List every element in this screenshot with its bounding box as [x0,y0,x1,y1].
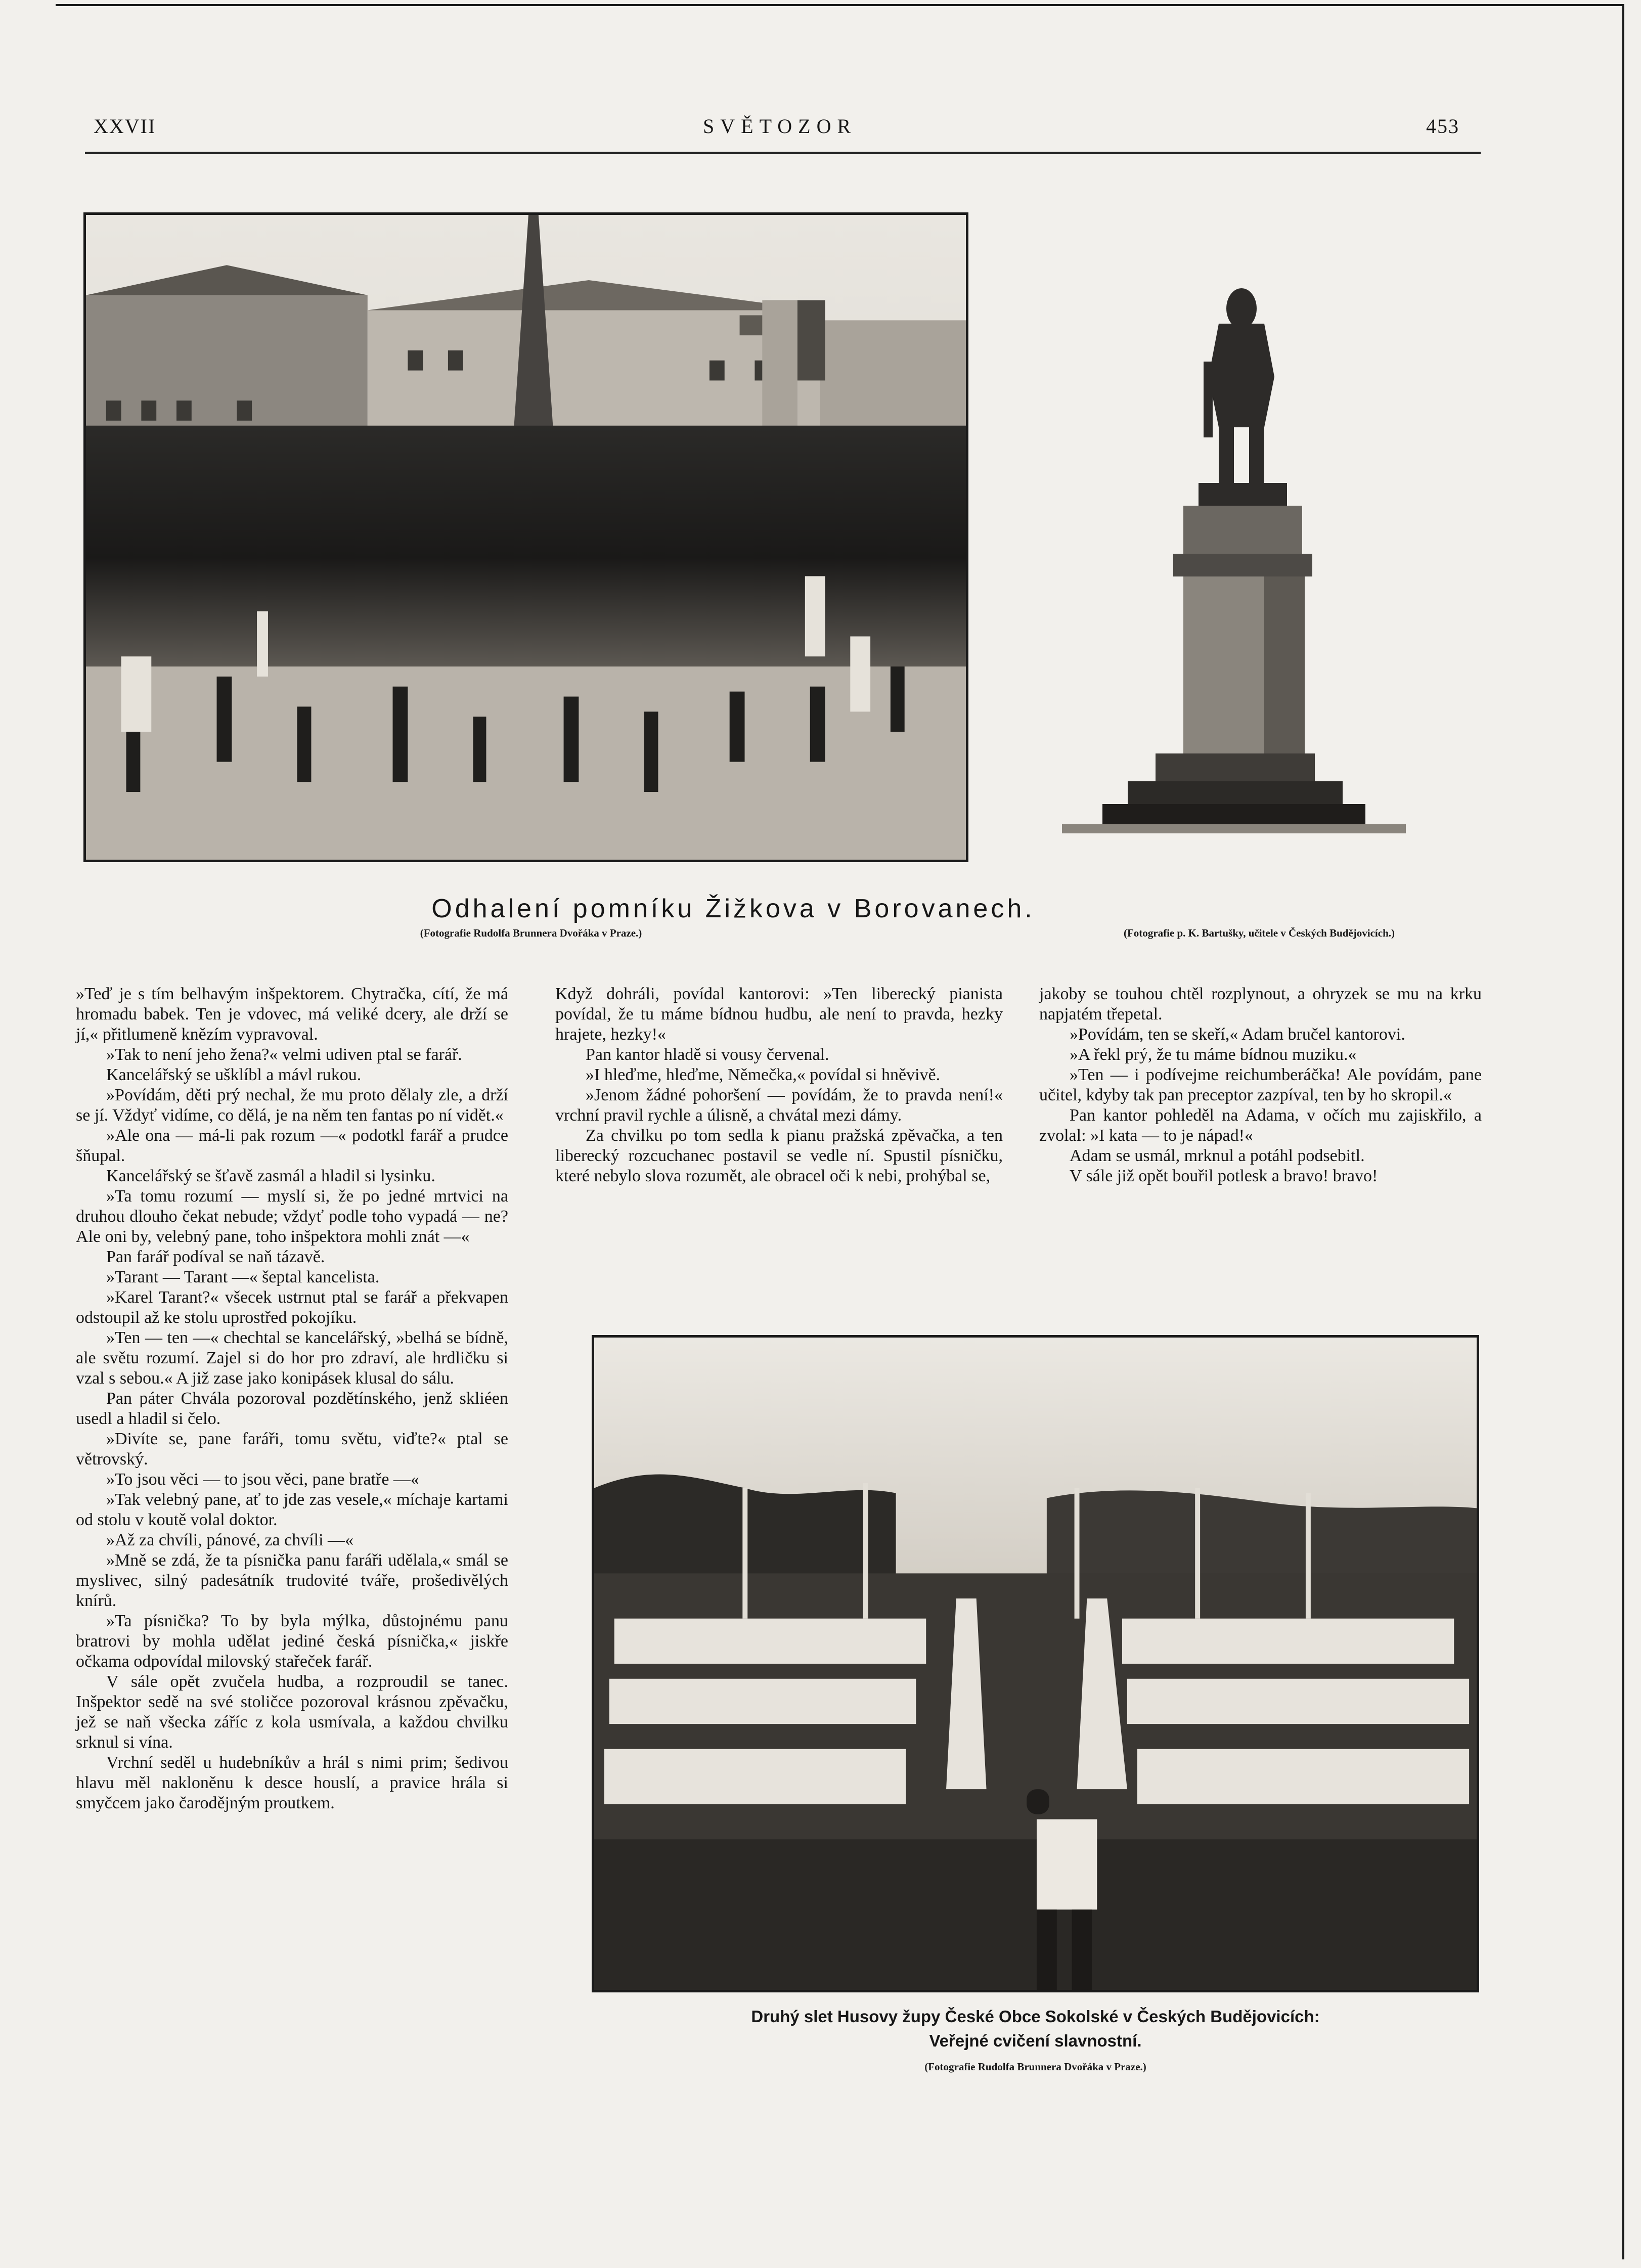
paragraph: »Tak to není jeho žena?« velmi udiven ptal se farář. [106,1045,462,1064]
zizka-monument-photo [1047,276,1406,837]
article-column-2 [555,984,1003,1186]
paragraph: Pan kantor hladě si vousy červenal. [586,1045,829,1064]
paragraph: »I hleďme, hleďme, Němečka,« povídal si hněvivě. [586,1065,941,1084]
sokol-exercise-photo [592,1335,1479,1992]
paragraph: »Ten — ten —« chechtal se kancelářský, »belhá se bídně, ale světu rozumí. Zajel si do hor pro zdraví, ale hrdličku si vzal s sebou.« A již zase jako konipásek klusal do sálu. [76,1328,508,1388]
paragraph: Kancelářský se šťavě zasmál a hladil si lysinku. [106,1167,435,1185]
header-rule [85,152,1481,154]
top-figure-credit-right: (Fotografie p. K. Bartušky, učitele v Českých Budějovicích.) [1123,927,1395,939]
top-figure-credit-left: (Fotografie Rudolfa Brunnera Dvořáka v Praze.) [420,927,642,939]
paragraph: »Tarant — Tarant —« šeptal kancelista. [106,1268,380,1286]
paragraph: »Až za chvíli, pánové, za chvíli —« [106,1531,354,1549]
paragraph: »A řekl prý, že tu máme bídnou muziku.« [1070,1045,1357,1064]
paragraph: »Ta tomu rozumí — myslí si, že po jedné mrtvici na druhou dlouho čekat nebude; vždyť podle toho vypadá — ne? Ale oni by, velebný pane, toho inšpektora mohli znát —« [76,1187,508,1246]
right-border-line [1622,4,1624,2259]
header-magazine-title: SVĚTOZOR [703,115,857,138]
top-border-line [56,4,1623,6]
paragraph: »Divíte se, pane faráři, tomu světu, viďte?« ptal se větrovský. [76,1430,508,1469]
header-volume: XXVII [94,115,156,138]
paragraph: V sále již opět bouřil potlesk a bravo! bravo! [1070,1167,1378,1185]
paragraph: »Jenom žádné pohoršení — povídám, že to pravda není!« vrchní pravil rychle a úlisně, a chvátal mezi dámy. [555,1086,1003,1125]
article-column-1 [76,984,508,1813]
article-column-3 [1039,984,1482,1186]
paragraph: »To jsou věci — to jsou věci, pane bratře —« [106,1470,419,1489]
paragraph: »Povídám, děti prý nechal, že mu proto dělaly zle, a drží se jí. Vždyť vidíme, co dělá, je na něm ten fantas po ní vidět.« [76,1086,508,1125]
paragraph: Za chvilku po tom sedla k pianu pražská zpěvačka, a ten liberecký rozcuchanec postavil se vedle ní. Spustil písničku, které nebylo slova rozumět, ale obracel oči k nebi, prohýbal se, [555,1126,1003,1185]
top-figure-title: Odhalení pomníku Žižkova v Borovanech. [431,894,1035,923]
bottom-figure-caption-line2: Veřejné cvičení slavnostní. [929,2031,1142,2050]
unveiling-crowd-photo [83,212,968,862]
paragraph: Pan farář podíval se naň tázavě. [106,1248,325,1266]
paragraph: Vrchní seděl u hudebníkův a hrál s nimi prim; šedivou hlavu měl nakloněnu k desce houslí, a pravice hrála si smyčcem jako čarodějným proutkem. [76,1753,508,1812]
paragraph: »Ten — i podívejme reichumberáčka! Ale povídám, pane učitel, kdyby tak pan preceptor zazpíval, ten by ho skropil.« [1039,1065,1482,1104]
paragraph: Pan páter Chvála pozoroval pozdětínského, jenž skliéen usedl a hladil si čelo. [76,1389,508,1428]
paragraph: »Tak velebný pane, ať to jde zas vesele,« míchaje kartami od stolu v koutě volal doktor. [76,1490,508,1529]
paragraph: »Ale ona — má-li pak rozum —« podotkl farář a prudce šňupal. [76,1126,508,1165]
paragraph: Kancelářský se ušklíbl a mávl rukou. [106,1065,362,1084]
paragraph: »Povídám, ten se skeří,« Adam bručel kantorovi. [1070,1025,1405,1044]
paragraph: V sále opět zvučela hudba, a rozproudil se tanec. Inšpektor sedě na své stoličce pozoroval krásnou zpěvačku, jež se naň všecka záříc z kola usmívala, a každou chvilku srknul si vína. [76,1672,508,1752]
paragraph: jakoby se touhou chtěl rozplynout, a ohryzek se mu na krku napjatém třepetal. [1039,985,1482,1024]
paragraph: »Teď je s tím belhavým inšpektorem. Chytračka, cítí, že má hromadu babek. Ten je vdovec, má veliké dcery, ale drží se jí,« přitlumeně knězím vypravoval. [76,985,508,1044]
bottom-figure-credit: (Fotografie Rudolfa Brunnera Dvořáka v Praze.) [924,2061,1146,2073]
paragraph: Když dohráli, povídal kantorovi: »Ten liberecký pianista povídal, že tu máme bídnou hudbu, ale není to pravda, hezky hrajete, hezky!« [555,985,1003,1044]
header-page-number: 453 [1426,115,1459,138]
bottom-figure-caption-line1: Druhý slet Husovy župy České Obce Sokolské v Českých Budějovicích: [751,2007,1320,2026]
paragraph: »Ta písnička? To by byla mýlka, důstojnému panu bratrovi by mohla udělat jediné česká písnička,« jiskře očkama odpovídal milovský stařeček farář. [76,1612,508,1671]
paragraph: »Mně se zdá, že ta písnička panu faráři udělala,« smál se myslivec, silný padesátník trudovité tváře, prošedivělých knírů. [76,1551,508,1610]
paragraph: Adam se usmál, mrknul a potáhl podsebitl. [1070,1146,1365,1165]
paragraph: Pan kantor pohleděl na Adama, v očích mu zajiskřilo, a zvolal: »I kata — to je nápad!« [1039,1106,1482,1145]
paragraph: »Karel Tarant?« všecek ustrnut ptal se farář a překvapen odstoupil až ke stolu uprostřed pokojíku. [76,1288,508,1327]
